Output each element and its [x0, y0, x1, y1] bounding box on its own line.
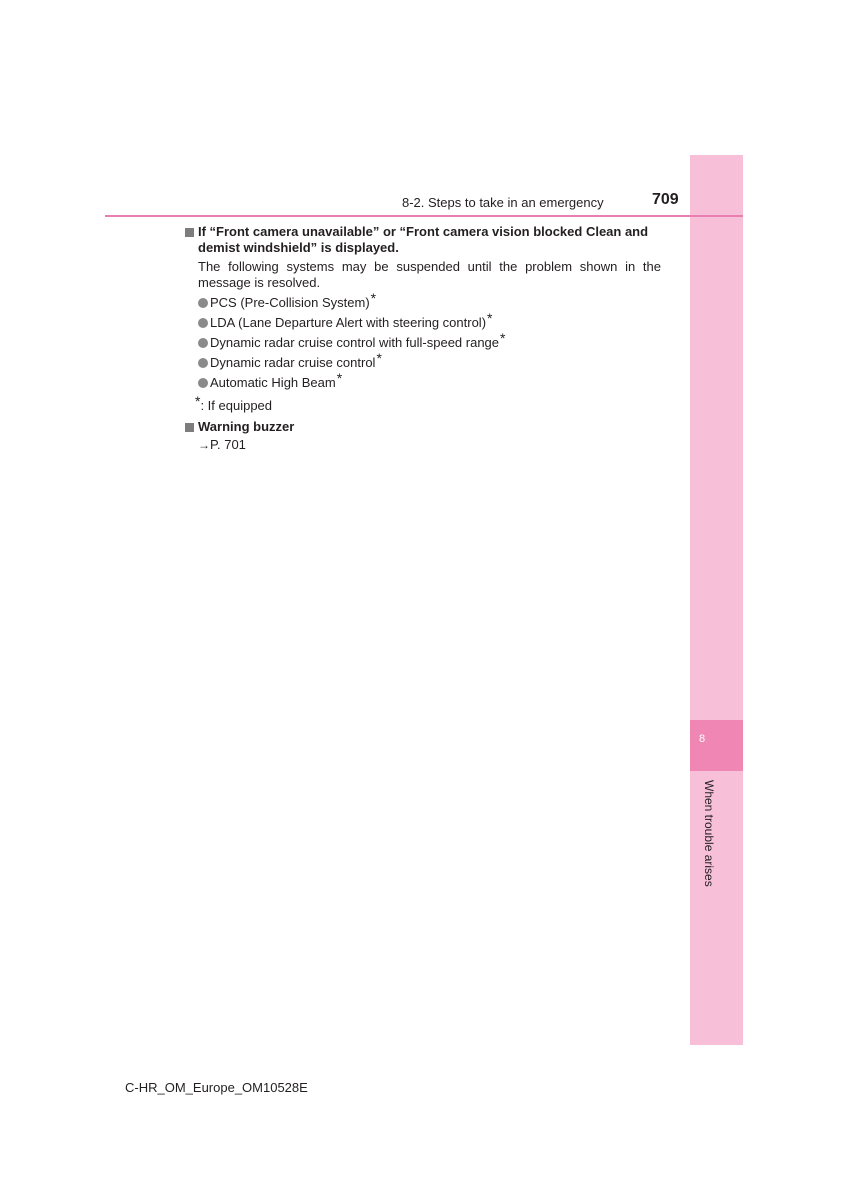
chapter-side-tab: [690, 155, 743, 1045]
list-item-text: Dynamic radar cruise control: [210, 355, 376, 370]
arrow-right-icon: →: [198, 438, 210, 452]
list-item-text: Automatic High Beam: [210, 375, 336, 390]
section-title: 8-2. Steps to take in an emergency: [402, 195, 604, 210]
asterisk-mark: *: [336, 370, 343, 386]
page-reference[interactable]: [198, 437, 661, 453]
chapter-number-box: [690, 720, 743, 771]
footnote-asterisk: *: [195, 393, 201, 409]
list-item-text: PCS (Pre-Collision System): [210, 295, 370, 310]
chapter-title: When trouble arises: [702, 780, 716, 887]
page-reference-text: P. 701: [210, 437, 246, 452]
round-bullet-icon: [198, 318, 208, 328]
footnote-text: : If equipped: [200, 398, 273, 413]
asterisk-mark: *: [487, 310, 493, 326]
page-content: [185, 224, 661, 453]
list-item: [198, 350, 661, 373]
camera-warning-heading: [185, 224, 661, 256]
page-number: 709: [652, 191, 679, 208]
round-bullet-icon: [198, 358, 208, 368]
round-bullet-icon: [198, 378, 208, 388]
list-item: [198, 370, 661, 393]
asterisk-mark: *: [370, 290, 377, 306]
round-bullet-icon: [198, 298, 208, 308]
list-item: [198, 310, 661, 333]
camera-warning-heading-text: If “Front camera unavailable” or “Front camera vision blocked Clean and demist windshield” is displayed.: [198, 224, 649, 255]
suspended-systems-list: [198, 290, 661, 393]
asterisk-mark: *: [500, 330, 506, 346]
warning-buzzer-heading: [185, 419, 661, 435]
list-item-text: Dynamic radar cruise control with full-speed range: [210, 335, 500, 350]
suspended-systems-paragraph: The following systems may be suspended until the problem shown in the message is resolved.: [198, 259, 661, 290]
list-item: [198, 330, 661, 353]
footnote: [195, 395, 661, 415]
square-bullet-icon: [185, 228, 194, 237]
header-rule: [105, 215, 743, 217]
chapter-number: 8: [699, 733, 706, 745]
list-item-text: LDA (Lane Departure Alert with steering control): [210, 315, 487, 330]
document-code: C-HR_OM_Europe_OM10528E: [125, 1080, 308, 1095]
list-item: [198, 290, 661, 313]
asterisk-mark: *: [376, 350, 382, 366]
round-bullet-icon: [198, 338, 208, 348]
square-bullet-icon: [185, 423, 194, 432]
warning-buzzer-heading-text: Warning buzzer: [198, 419, 295, 434]
